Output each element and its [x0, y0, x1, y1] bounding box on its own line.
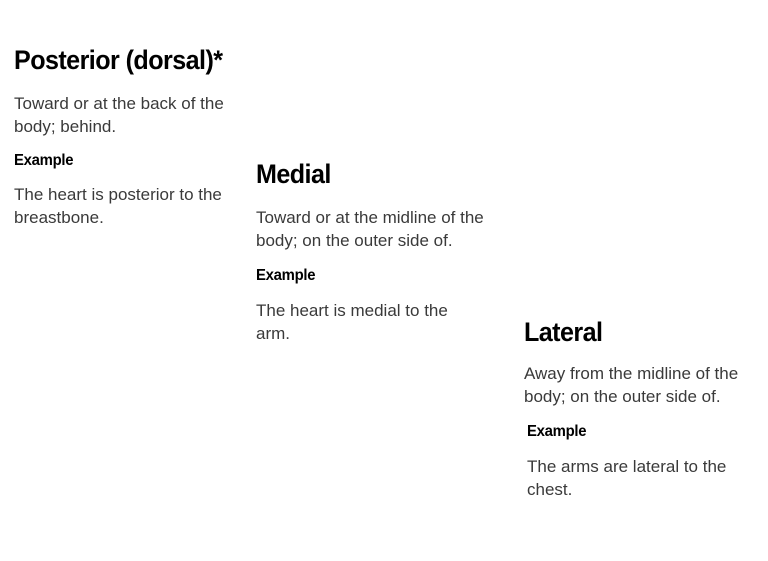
term-block-lateral — [524, 316, 744, 501]
example-label: Example — [256, 267, 316, 284]
example-label: Example — [527, 423, 587, 440]
term-definition: Toward or at the back of the body; behind. — [14, 94, 224, 136]
example-text: The heart is posterior to the breastbone. — [14, 185, 222, 227]
term-definition: Away from the midline of the body; on the outer side of. — [524, 364, 739, 406]
term-block-posterior — [14, 44, 239, 229]
term-definition: Toward or at the midline of the body; on the outer side of. — [256, 208, 484, 250]
term-title: Lateral — [524, 317, 603, 347]
term-block-medial — [256, 158, 486, 345]
term-title: Medial — [256, 159, 331, 189]
example-label: Example — [14, 152, 74, 169]
example-text: The arms are lateral to the chest. — [527, 457, 727, 499]
example-text: The heart is medial to the arm. — [256, 301, 448, 343]
term-title: Posterior (dorsal)* — [14, 45, 223, 75]
